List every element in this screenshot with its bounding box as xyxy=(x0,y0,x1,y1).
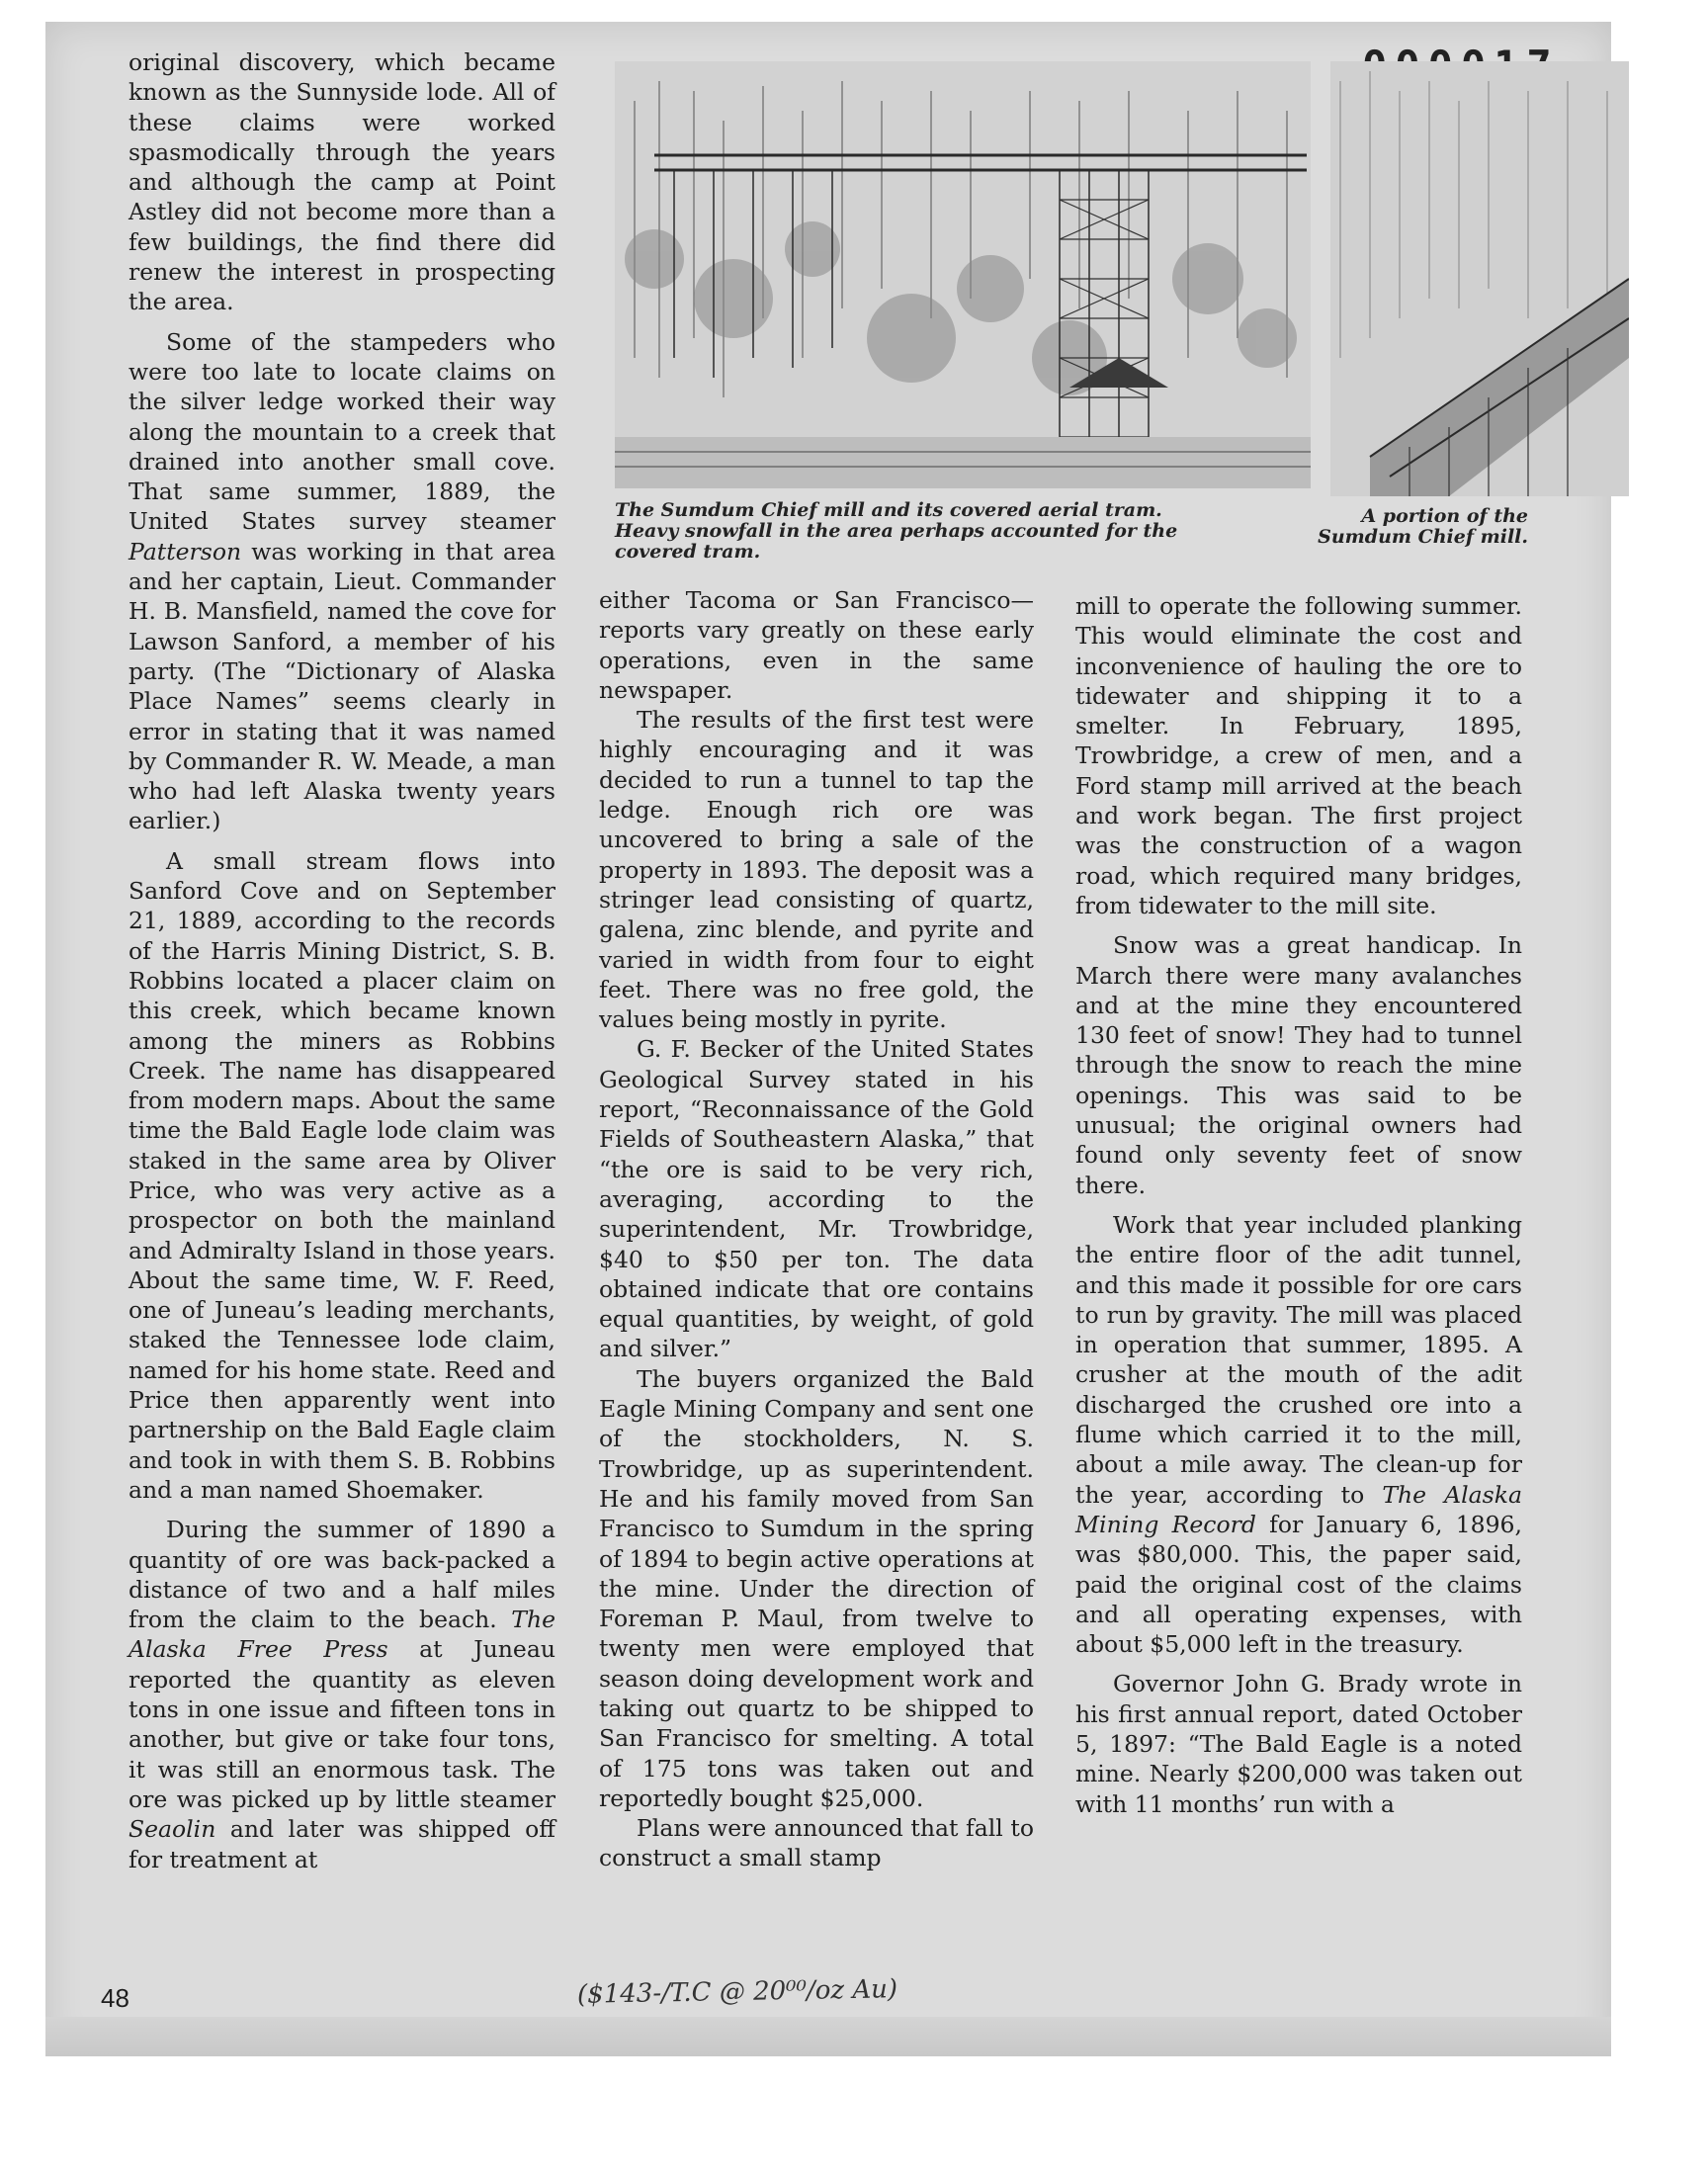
newspaper-name: The Alaska Free Press xyxy=(128,1606,555,1664)
paragraph: Snow was a great handicap. In March there were many avalanches and at the mine they encountered 130 feet of snow! They had to tunnel through the snow to reach the mine openings. This was said to be unusual; the original owners had found only seventy feet of snow there. xyxy=(1075,931,1522,1199)
paragraph: The buyers organized the Bald Eagle Mining Company and sent one of the stockholders, N. S. Trowbridge, up as superintendent. He and his family moved from San Francisco to Sumdum in the spring of 1894 to begin active operations at the mine. Under the direction of Foreman P. Maul, from twelve to twenty men were employed that season doing development work and taking out quartz to be shipped to San Francisco for smelting. A total of 175 tons was taken out and reportedly bought $25,000. xyxy=(599,1364,1034,1812)
article-column-1 xyxy=(128,47,555,1874)
paragraph: original discovery, which became known as the Sunnyside lode. All of these claims were worked spasmodically through the years and although the camp at Point Astley did not become more than a few buildings, the find there did renew the interest in prospecting the area. xyxy=(128,48,555,316)
mill-tram-photo xyxy=(615,61,1311,488)
paragraph: mill to operate the following summer. This would eliminate the cost and inconvenience of hauling the ore to tidewater and shipping it to a smelter. In February, 1895, Trowbridge, a crew of men, and a Ford stamp mill arrived at the beach and work began. The first project was the construction of a wagon road, which required many bridges, from tidewater to the mill site. xyxy=(1075,592,1522,919)
paragraph: A small stream flows into Sanford Cove and on September 21, 1889, according to the records of the Harris Mining District, S. B. Robbins located a placer claim on this creek, which became known among the miners as Robbins Creek. The name has disappeared from modern maps. About the same time the Bald Eagle lode claim was staked in the same area by Oliver Price, who was very active as a prospector on both the mainland and Admiralty Island in those years. About the same time, W. F. Reed, one of Juneau’s leading merchants, staked the Tennessee lode claim, named for his home state. Reed and Price then apparently went into partnership on the Bald Eagle claim and took in with them S. B. Robbins and a man named Shoemaker. xyxy=(128,846,555,1504)
handwritten-annotation: ($143-/T.C @ 20⁰⁰/oz Au) xyxy=(576,1974,898,2010)
paragraph: G. F. Becker of the United States Geological Survey stated in his report, “Reconnaissance of the Gold Fields of Southeastern Alaska,” that “the ore is said to be very rich, averaging, according to the superintendent, Mr. Trowbridge, $40 to $50 per ton. The data obtained indicate that ore contains equal quantities, by weight, of gold and silver.” xyxy=(599,1035,1034,1363)
paragraph-text: for January 6, 1896, was $80,000. This, the paper said, paid the original cost of the claims and all operating expenses, with about $5,000 left in the treasury. xyxy=(1075,1510,1522,1659)
paragraph-text: Work that year included planking the entire floor of the adit tunnel, and this made it possible for ore cars to run by gravity. The mill was placed in operation that summer, 1895. A crusher at the mouth of the adit discharged the crushed ore into a flume which carried it to the mill, about a mile away. The clean-up for the year, according to xyxy=(1075,1210,1522,1509)
paragraph-text: and later was shipped off for treatment at xyxy=(128,1815,555,1873)
paragraph xyxy=(128,1515,555,1874)
paragraph xyxy=(128,327,555,836)
mill-tram-illustration xyxy=(615,61,1311,488)
ship-name: Patterson xyxy=(128,537,242,566)
page-number: 48 xyxy=(101,1983,129,2013)
article-column-2 xyxy=(599,585,1034,1873)
paragraph: Governor John G. Brady wrote in his first annual report, dated October 5, 1897: “The Bald Eagle is a noted mine. Nearly $200,000 was taken out with 11 months’ run with a xyxy=(1075,1670,1522,1818)
paragraph: The results of the first test were highly encouraging and it was decided to run a tunnel to tap the ledge. Enough rich ore was uncovered to bring a sale of the property in 1893. The deposit was a stringer lead consisting of quartz, galena, zinc blende, and pyrite and varied in width from four to eight feet. There was no free gold, the values being mostly in pyrite. xyxy=(599,706,1034,1034)
main-photo-caption: The Sumdum Chief mill and its covered aerial tram. Heavy snowfall in the area perhaps accounted for the covered tram. xyxy=(615,499,1178,563)
ship-name: Seaolin xyxy=(128,1815,216,1844)
paragraph: Plans were announced that fall to construct a small stamp xyxy=(599,1814,1034,1872)
paragraph xyxy=(1075,1210,1522,1659)
paragraph: either Tacoma or San Francisco—reports vary greatly on these early operations, even in the same newspaper. xyxy=(599,586,1034,704)
paragraph-text: Some of the stampeders who were too late to locate claims on the silver ledge worked their way along the mountain to a creek that drained into another small cove. That same summer, 1889, the United States survey steamer xyxy=(128,327,555,536)
side-photo-caption: A portion of the Sumdum Chief mill. xyxy=(1318,505,1528,548)
mill-portion-photo xyxy=(1330,61,1629,496)
paragraph-text: During the summer of 1890 a quantity of ore was back-packed a distance of two and a half miles from the claim to the beach. xyxy=(128,1516,555,1634)
newspaper-name: The Alaska Mining Record xyxy=(1075,1480,1522,1538)
mill-portion-illustration xyxy=(1330,61,1629,496)
paragraph-text: at Juneau reported the quantity as eleven tons in one issue and fifteen tons in another, but give or take four tons, it was still an enormous task. The ore was picked up by little steamer xyxy=(128,1635,555,1813)
article-column-3 xyxy=(1075,591,1522,1819)
paragraph-text: was working in that area and her captain, Lieut. Commander H. B. Mansfield, named the cove for Lawson Sanford, a member of his party. (The “Dictionary of Alaska Place Names” seems clearly in error in stating that it was named by Commander R. W. Meade, a man who had left Alaska twenty years earlier.) xyxy=(128,537,555,835)
